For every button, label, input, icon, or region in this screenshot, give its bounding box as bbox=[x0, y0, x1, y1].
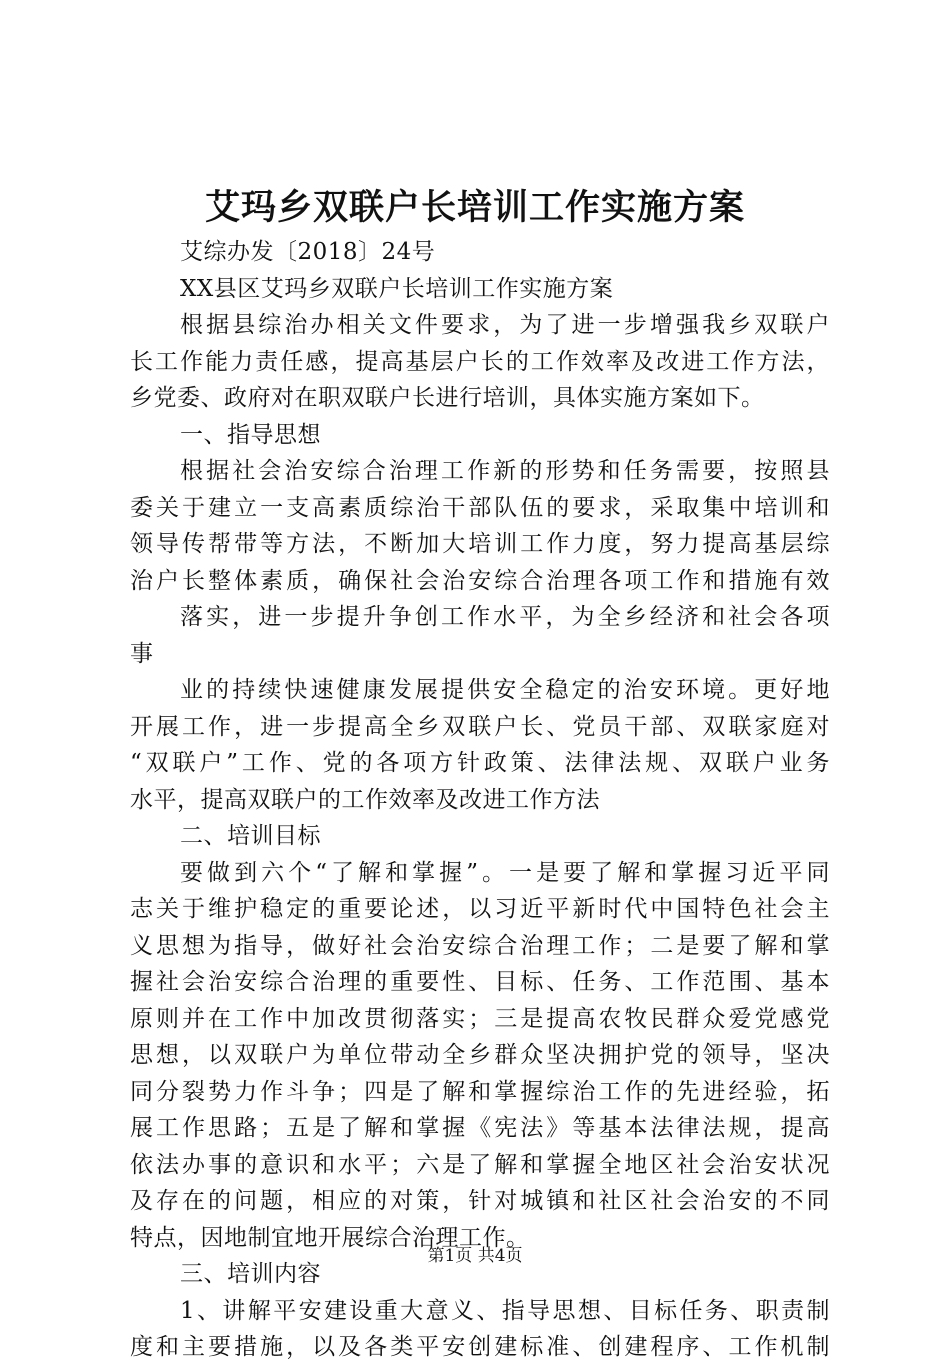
text-line: 三、培训内容 bbox=[180, 1261, 321, 1287]
text-line: XX县区艾玛乡双联户长培训工作实施方案 bbox=[180, 275, 614, 302]
text-line: 领导传帮带等方法，不断加大培训工作力度，努力提高基层综 bbox=[130, 531, 830, 557]
text-line: 事 bbox=[130, 640, 154, 667]
text-line: 义思想为指导，做好社会治安综合治理工作；二是要了解和掌 bbox=[130, 932, 830, 959]
page-footer: 第1页 共4页 bbox=[427, 1246, 523, 1266]
text-line: 一、指导思想 bbox=[180, 421, 321, 448]
text-line: 落实，进一步提升争创工作水平，为全乡经济和社会各项 bbox=[180, 604, 830, 630]
text-line: 特点，因地制宜地开展综合治理工作。 bbox=[130, 1224, 530, 1251]
text-line: 展工作思路；五是了解和掌握《宪法》等基本法律法规，提高 bbox=[130, 1115, 830, 1141]
document-title: 艾玛乡双联户长培训工作实施方案 bbox=[204, 187, 745, 228]
document-body bbox=[130, 234, 830, 1366]
text-line: 要做到六个“了解和掌握”。一是要了解和掌握习近平同 bbox=[180, 859, 830, 886]
text-line: “双联户”工作、党的各项方针政策、法律法规、双联户业务 bbox=[130, 750, 830, 776]
text-line: 艾综办发〔2018〕24号 bbox=[180, 239, 436, 265]
text-line: 根据县综治办相关文件要求，为了进一步增强我乡双联户 bbox=[180, 312, 830, 338]
text-line: 二、培训目标 bbox=[180, 823, 321, 849]
text-line: 开展工作，进一步提高全乡双联户长、党员干部、双联家庭对 bbox=[130, 713, 830, 740]
text-line: 及存在的问题，相应的对策，针对城镇和社区社会治安的不同 bbox=[130, 1188, 830, 1214]
text-line: 业的持续快速健康发展提供安全稳定的治安环境。更好地 bbox=[180, 677, 830, 703]
text-line: 握社会治安综合治理的重要性、目标、任务、工作范围、基本 bbox=[130, 969, 830, 995]
text-line: 根据社会治安综合治理工作新的形势和任务需要，按照县 bbox=[180, 458, 830, 484]
text-line: 依法办事的意识和水平；六是了解和掌握全地区社会治安状况 bbox=[130, 1151, 830, 1178]
text-line: 度和主要措施，以及各类平安创建标准、创建程序、工作机制 bbox=[130, 1334, 830, 1360]
text-line: 乡党委、政府对在职双联户长进行培训，具体实施方案如下。 bbox=[130, 385, 765, 411]
text-line: 原则并在工作中加改贯彻落实；三是提高农牧民群众爱党感党 bbox=[130, 1005, 830, 1032]
text-line: 长工作能力责任感，提高基层户长的工作效率及改进工作方法， bbox=[130, 348, 830, 375]
text-line: 委关于建立一支高素质综治干部队伍的要求，采取集中培训和 bbox=[130, 494, 830, 521]
text-line: 治户长整体素质，确保社会治安综合治理各项工作和措施有效 bbox=[130, 567, 830, 594]
text-line: 同分裂势力作斗争；四是了解和掌握综治工作的先进经验，拓 bbox=[130, 1078, 830, 1105]
text-line: 1、讲解平安建设重大意义、指导思想、目标任务、职责制 bbox=[180, 1297, 830, 1324]
text-line: 水平，提高双联户的工作效率及改进工作方法 bbox=[130, 786, 600, 813]
text-line: 志关于维护稳定的重要论述，以习近平新时代中国特色社会主 bbox=[130, 896, 830, 922]
text-line: 思想，以双联户为单位带动全乡群众坚决拥护党的领导，坚决 bbox=[130, 1042, 830, 1068]
